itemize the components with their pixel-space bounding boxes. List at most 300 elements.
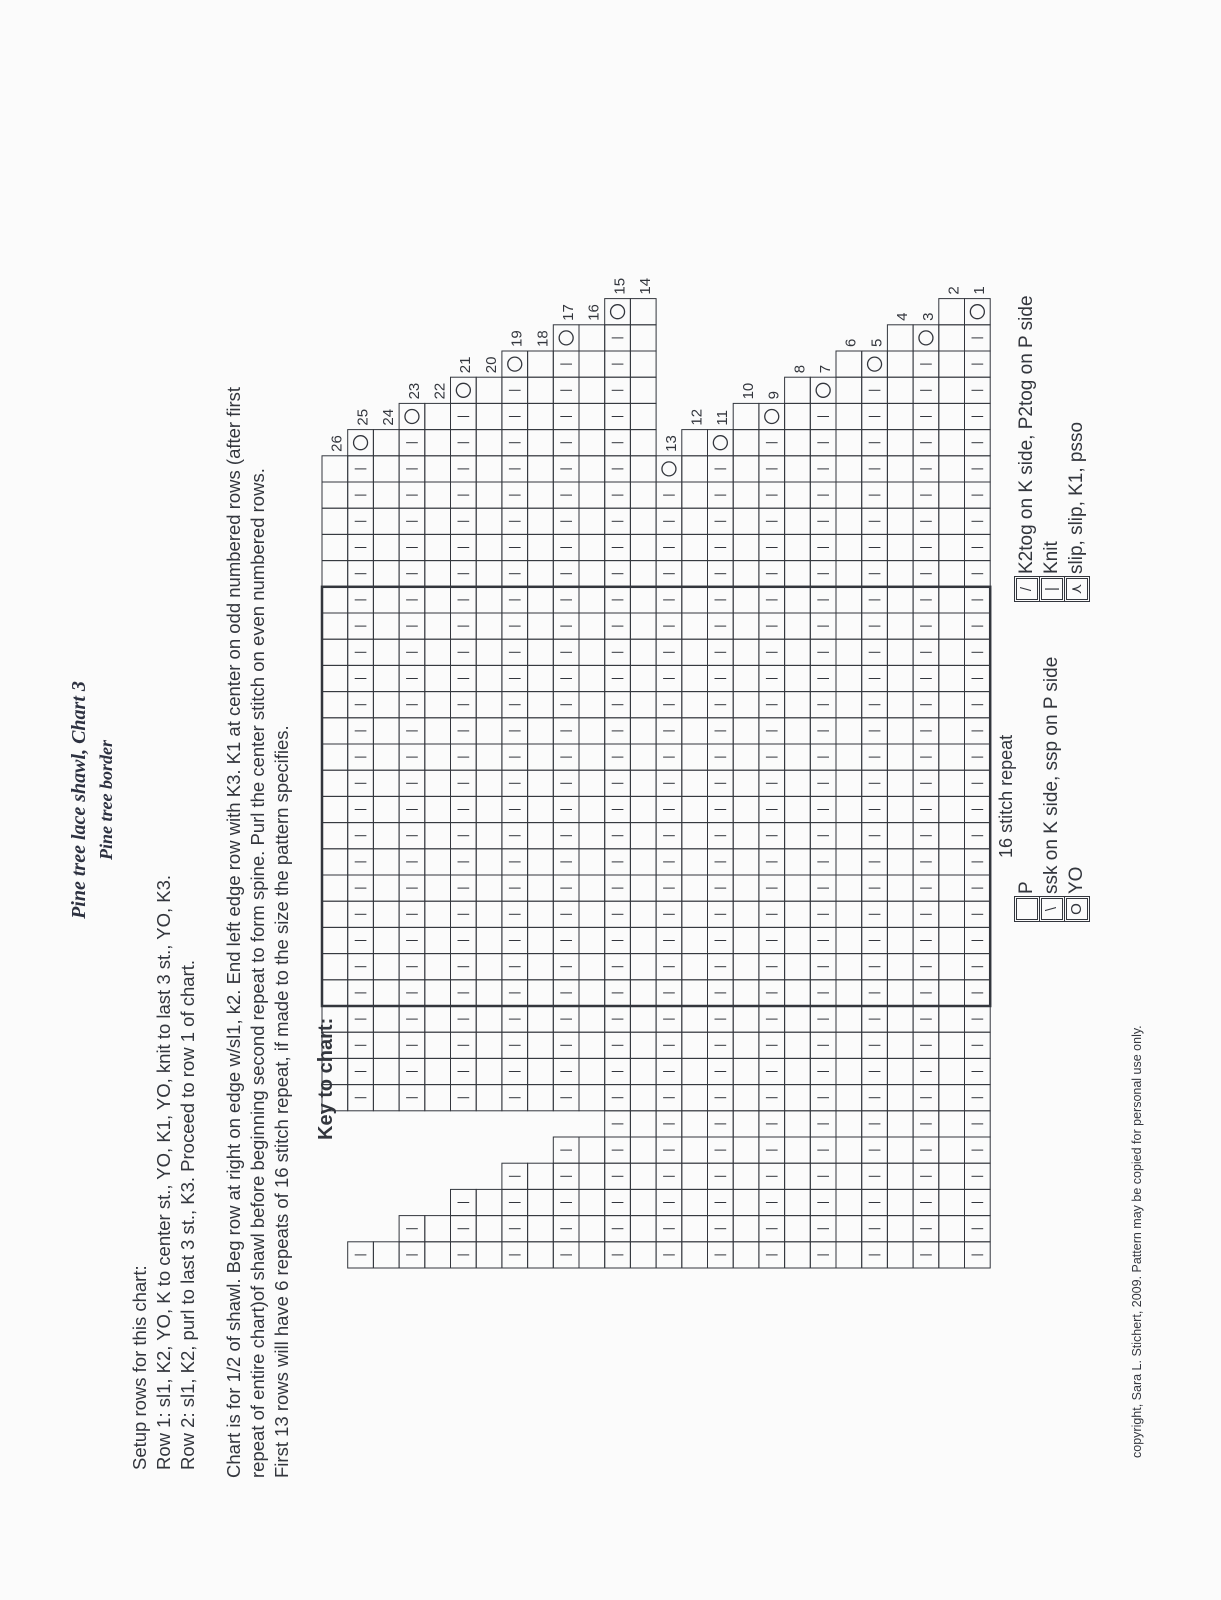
chart-cell [476,534,502,560]
chart-cell [836,849,862,875]
chart-cell [528,980,554,1006]
chart-cell [887,665,913,691]
chart-cell [733,1189,759,1215]
row-number: 1 [971,286,989,295]
key-label: YO [1066,866,1087,894]
row-number: 24 [380,408,398,426]
chart-cell [836,1137,862,1163]
chart-cell [579,1032,605,1058]
chart-cell [528,639,554,665]
chart-cell [476,718,502,744]
chart-cell [476,482,502,508]
chart-cell [887,823,913,849]
chart-cell [528,796,554,822]
chart-cell [759,403,785,429]
chart-cell [528,613,554,639]
chart-cell [836,430,862,456]
chart-cell [579,665,605,691]
row-number: 15 [611,277,629,295]
chart-cell [836,1242,862,1268]
chart-cell [682,1163,708,1189]
chart-cell [373,1085,399,1111]
repeat-label: 16 stitch repeat [996,734,1017,858]
key-label: K2tog on K side, P2tog on P side [1016,295,1037,574]
row-number: 21 [457,356,475,374]
chart-cell [836,901,862,927]
chart-cell [579,770,605,796]
chart-cell [322,744,348,770]
key-label: ssk on K side, ssp on P side [1041,656,1062,894]
chart-cell [785,1032,811,1058]
row-number: 7 [817,364,834,374]
chart-cell [836,1111,862,1137]
chart-cell [682,770,708,796]
chart-cell [733,1163,759,1189]
chart-cell [630,561,656,587]
chart-cell [682,1032,708,1058]
chart-cell [656,456,682,482]
chart-cell [939,403,965,429]
chart-cell [939,1163,965,1189]
chart-cell [682,613,708,639]
chart-cell [785,1137,811,1163]
row-number: 4 [894,312,912,321]
chart-cell [887,561,913,587]
chart-cell [630,377,656,403]
chart-cell [733,613,759,639]
chart-cell [322,639,348,665]
chart-cell [373,665,399,691]
chart-cell [836,875,862,901]
chart-cell [579,1137,605,1163]
chart-cell [630,613,656,639]
chart-cell [425,875,451,901]
chart-cell [630,1085,656,1111]
chart-cell [939,1058,965,1084]
chart-cell [630,1242,656,1268]
chart-cell [579,744,605,770]
chart-cell [528,1216,554,1242]
chart-cell [528,1058,554,1084]
chart-cell [528,875,554,901]
chart-cell [785,875,811,901]
chart-cell [887,1242,913,1268]
chart-cell [528,587,554,613]
chart-cell [630,1189,656,1215]
chart-cell [785,482,811,508]
chart-cell [836,1006,862,1032]
chart-cell [476,1242,502,1268]
chart-cell [836,1216,862,1242]
chart-cell [630,587,656,613]
chart-cell [836,403,862,429]
yo-symbol [611,305,625,319]
chart-cell [887,1189,913,1215]
chart-cell [733,1242,759,1268]
chart-cell [373,561,399,587]
chart-cell [939,534,965,560]
chart-cell [836,744,862,770]
yo-symbol [868,357,882,371]
chart-cell [939,456,965,482]
chart-cell [733,1006,759,1032]
chart-cell [322,849,348,875]
chart-cell [939,430,965,456]
chart-cell [528,901,554,927]
chart-cell [630,508,656,534]
chart-cell [579,823,605,849]
row-number: 8 [791,364,809,374]
chart-cell [630,1111,656,1137]
chart-cell [528,1242,554,1268]
chart-cell [836,1163,862,1189]
chart-cell [939,770,965,796]
chart-cell [476,770,502,796]
chart-cell [425,980,451,1006]
chart-cell [476,613,502,639]
chart-cell [502,351,528,377]
chart-cell [348,430,374,456]
chart-cell [887,1085,913,1111]
chart-cell [939,325,965,351]
chart-cell [939,954,965,980]
chart-cell [939,823,965,849]
chart-cell [579,430,605,456]
chart-cell [785,1006,811,1032]
chart-cell [785,456,811,482]
chart-cell [887,1006,913,1032]
chart-cell [733,403,759,429]
row-number: 9 [765,391,783,400]
chart-cell [939,849,965,875]
chart-cell [373,1058,399,1084]
chart-cell [630,980,656,1006]
row-number: 16 [585,304,603,321]
chart-cell [785,1111,811,1137]
key-item-sk2p [1065,422,1089,600]
chart-cell [836,692,862,718]
chart-cell [836,665,862,691]
chart-cell [887,1032,913,1058]
chart-cell [887,980,913,1006]
chart-cell [733,534,759,560]
chart-cell [630,482,656,508]
row-number: 17 [560,304,577,321]
chart-cell [682,927,708,953]
chart-cell [836,351,862,377]
chart-cell [630,875,656,901]
chart-cell [682,587,708,613]
chart-cell [733,1137,759,1163]
chart-cell [939,1189,965,1215]
chart-cell [476,744,502,770]
chart-cell [630,534,656,560]
chart-cell [322,561,348,587]
chart-cell [785,561,811,587]
chart-cell [887,901,913,927]
chart-cell [887,1163,913,1189]
chart-cell [476,1216,502,1242]
row-number: 25 [354,408,372,426]
chart-cell [425,954,451,980]
key-item-ssk [1040,657,1064,920]
chart-cell [476,430,502,456]
chart-cell [785,718,811,744]
chart-cell [836,823,862,849]
yo-symbol [765,410,779,424]
chart-cell [373,639,399,665]
row-number: 19 [508,330,526,347]
key-item-purl [1015,881,1039,920]
row-number: 2 [945,286,963,295]
yo-symbol [354,436,368,450]
yo-symbol [508,357,522,371]
chart-cell [785,403,811,429]
chart-cell [322,718,348,744]
chart-cell [579,980,605,1006]
chart-cell [528,430,554,456]
chart-cell [682,901,708,927]
chart-cell [373,901,399,927]
notes-line: Chart is for 1/2 of shawl. Beg row at right on edge w/sl1, k2. End left edge row with K3. K1 at center on odd numbered rows (after first [223,386,244,1478]
chart-cell [836,954,862,980]
chart-cell [425,534,451,560]
chart-cell [425,1006,451,1032]
key-label: slip, slip, K1, psso [1066,421,1087,574]
chart-cell [913,325,939,351]
chart-cell [682,692,708,718]
chart-cell [785,613,811,639]
chart-cell [887,927,913,953]
chart-cell [785,1189,811,1215]
chart-cell [682,456,708,482]
chart-cell [887,1111,913,1137]
chart-cell [425,744,451,770]
setup-line: Setup rows for this chart: [129,1265,150,1470]
chart-cell [887,718,913,744]
chart-cell [887,1137,913,1163]
yo-symbol [456,383,470,397]
chart-cell [682,718,708,744]
chart-cell [785,665,811,691]
chart-cell [528,1085,554,1111]
chart-cell [887,692,913,718]
chart-cell [682,430,708,456]
chart-cell [887,770,913,796]
chart-cell [630,692,656,718]
chart-cell [322,534,348,560]
chart-cell [373,770,399,796]
chart-cell [682,875,708,901]
chart-cell [476,927,502,953]
chart-cell [785,744,811,770]
chart-cell [785,770,811,796]
chart-cell [528,823,554,849]
chart-cell [785,954,811,980]
chart-cell [733,665,759,691]
chart-cell [425,692,451,718]
chart-cell [682,665,708,691]
chart-cell [733,1085,759,1111]
chart-cell [528,561,554,587]
chart-cell [373,796,399,822]
chart-cell [476,587,502,613]
chart-cell [733,561,759,587]
chart-cell [887,796,913,822]
chart-cell [476,1006,502,1032]
chart-cell [630,901,656,927]
chart-cell [785,1163,811,1189]
chart-cell [373,823,399,849]
chart-cell [682,744,708,770]
chart-cell [579,1058,605,1084]
chart-cell [785,508,811,534]
chart-cell [810,377,836,403]
chart-cell [785,534,811,560]
chart-cell [528,1006,554,1032]
k2tog-symbol-icon: / [1016,578,1038,600]
ssk-symbol-icon: \ [1041,898,1063,920]
chart-cell [579,534,605,560]
chart-cell [785,927,811,953]
chart-cell [836,534,862,560]
yo-symbol [713,436,727,450]
chart-cell [887,325,913,351]
chart-cell [682,508,708,534]
chart-cell [399,403,425,429]
chart-cell [579,796,605,822]
chart-cell [939,587,965,613]
chart-cell [733,980,759,1006]
chart-cell [887,1058,913,1084]
chart-cell [887,613,913,639]
chart-cell [682,639,708,665]
chart-cell [528,1032,554,1058]
chart-cell [476,823,502,849]
row-number: 12 [688,408,706,426]
chart-cell [733,456,759,482]
chart-cell [579,456,605,482]
chart-cell [733,508,759,534]
chart-cell [579,1085,605,1111]
chart-cell [630,325,656,351]
chart-cell [528,351,554,377]
chart-cell [965,299,991,325]
chart-cell [785,587,811,613]
chart-cell [476,692,502,718]
chart-cell [476,980,502,1006]
chart-cell [579,613,605,639]
chart-cell [476,456,502,482]
key-item-k2tog [1015,295,1039,600]
chart-cell [373,508,399,534]
chart-cell [939,744,965,770]
chart-cell [836,1032,862,1058]
row-number: 5 [868,338,886,347]
chart-cell [476,875,502,901]
chart-cell [887,508,913,534]
yo-symbol [662,462,676,476]
chart-cell [476,377,502,403]
chart-cell [887,587,913,613]
chart-cell [836,456,862,482]
chart-cell [322,692,348,718]
chart-cell [733,744,759,770]
chart-cell [476,1189,502,1215]
page-subtitle: Pine tree border [96,740,116,860]
yo-symbol [559,331,573,345]
key-item-yo [1065,867,1089,920]
chart-cell [939,875,965,901]
chart-cell [425,770,451,796]
chart-cell [939,665,965,691]
chart-cell [836,1058,862,1084]
chart-cell [322,796,348,822]
chart-cell [322,901,348,927]
chart-cell [785,849,811,875]
chart-cell [733,430,759,456]
chart-cell [579,692,605,718]
setup-line: Row 1: sl1, K2, YO, K to center st., YO, K1, YO, knit to last 3 st., YO, K3. [153,874,174,1470]
chart-cell [451,377,477,403]
chart-cell [836,561,862,587]
chart-cell [425,901,451,927]
chart-cell [373,744,399,770]
row-number: 14 [637,277,655,295]
chart-cell [630,299,656,325]
chart-cell [579,1216,605,1242]
chart-cell [425,1085,451,1111]
chart-cell [373,692,399,718]
chart-cell [887,351,913,377]
chart-cell [528,692,554,718]
key-label: Knit [1041,541,1062,574]
chart-cell [579,587,605,613]
chart-cell [785,377,811,403]
chart-cell [373,613,399,639]
chart-cell [630,718,656,744]
chart-cell [425,587,451,613]
row-number: 10 [739,382,757,400]
chart-cell [785,823,811,849]
chart-cell [939,692,965,718]
chart-cell [836,587,862,613]
row-number: 6 [842,338,860,347]
row-number: 3 [919,312,937,321]
chart-cell [630,796,656,822]
chart-cell [476,639,502,665]
chart-cell [425,403,451,429]
chart-cell [528,770,554,796]
chart-cell [425,1032,451,1058]
chart-cell [373,1006,399,1032]
key-item-knit [1040,541,1064,600]
chart-cell [579,1189,605,1215]
chart-cell [476,403,502,429]
chart-cell [373,430,399,456]
chart-cell [373,849,399,875]
chart-cell [373,534,399,560]
chart-cell [425,482,451,508]
chart-cell [682,482,708,508]
chart-cell [836,377,862,403]
chart-cell [785,1085,811,1111]
chart-cell [476,849,502,875]
row-number: 23 [405,382,423,400]
chart-cell [373,954,399,980]
chart-cell [733,718,759,744]
chart-cell [939,1111,965,1137]
